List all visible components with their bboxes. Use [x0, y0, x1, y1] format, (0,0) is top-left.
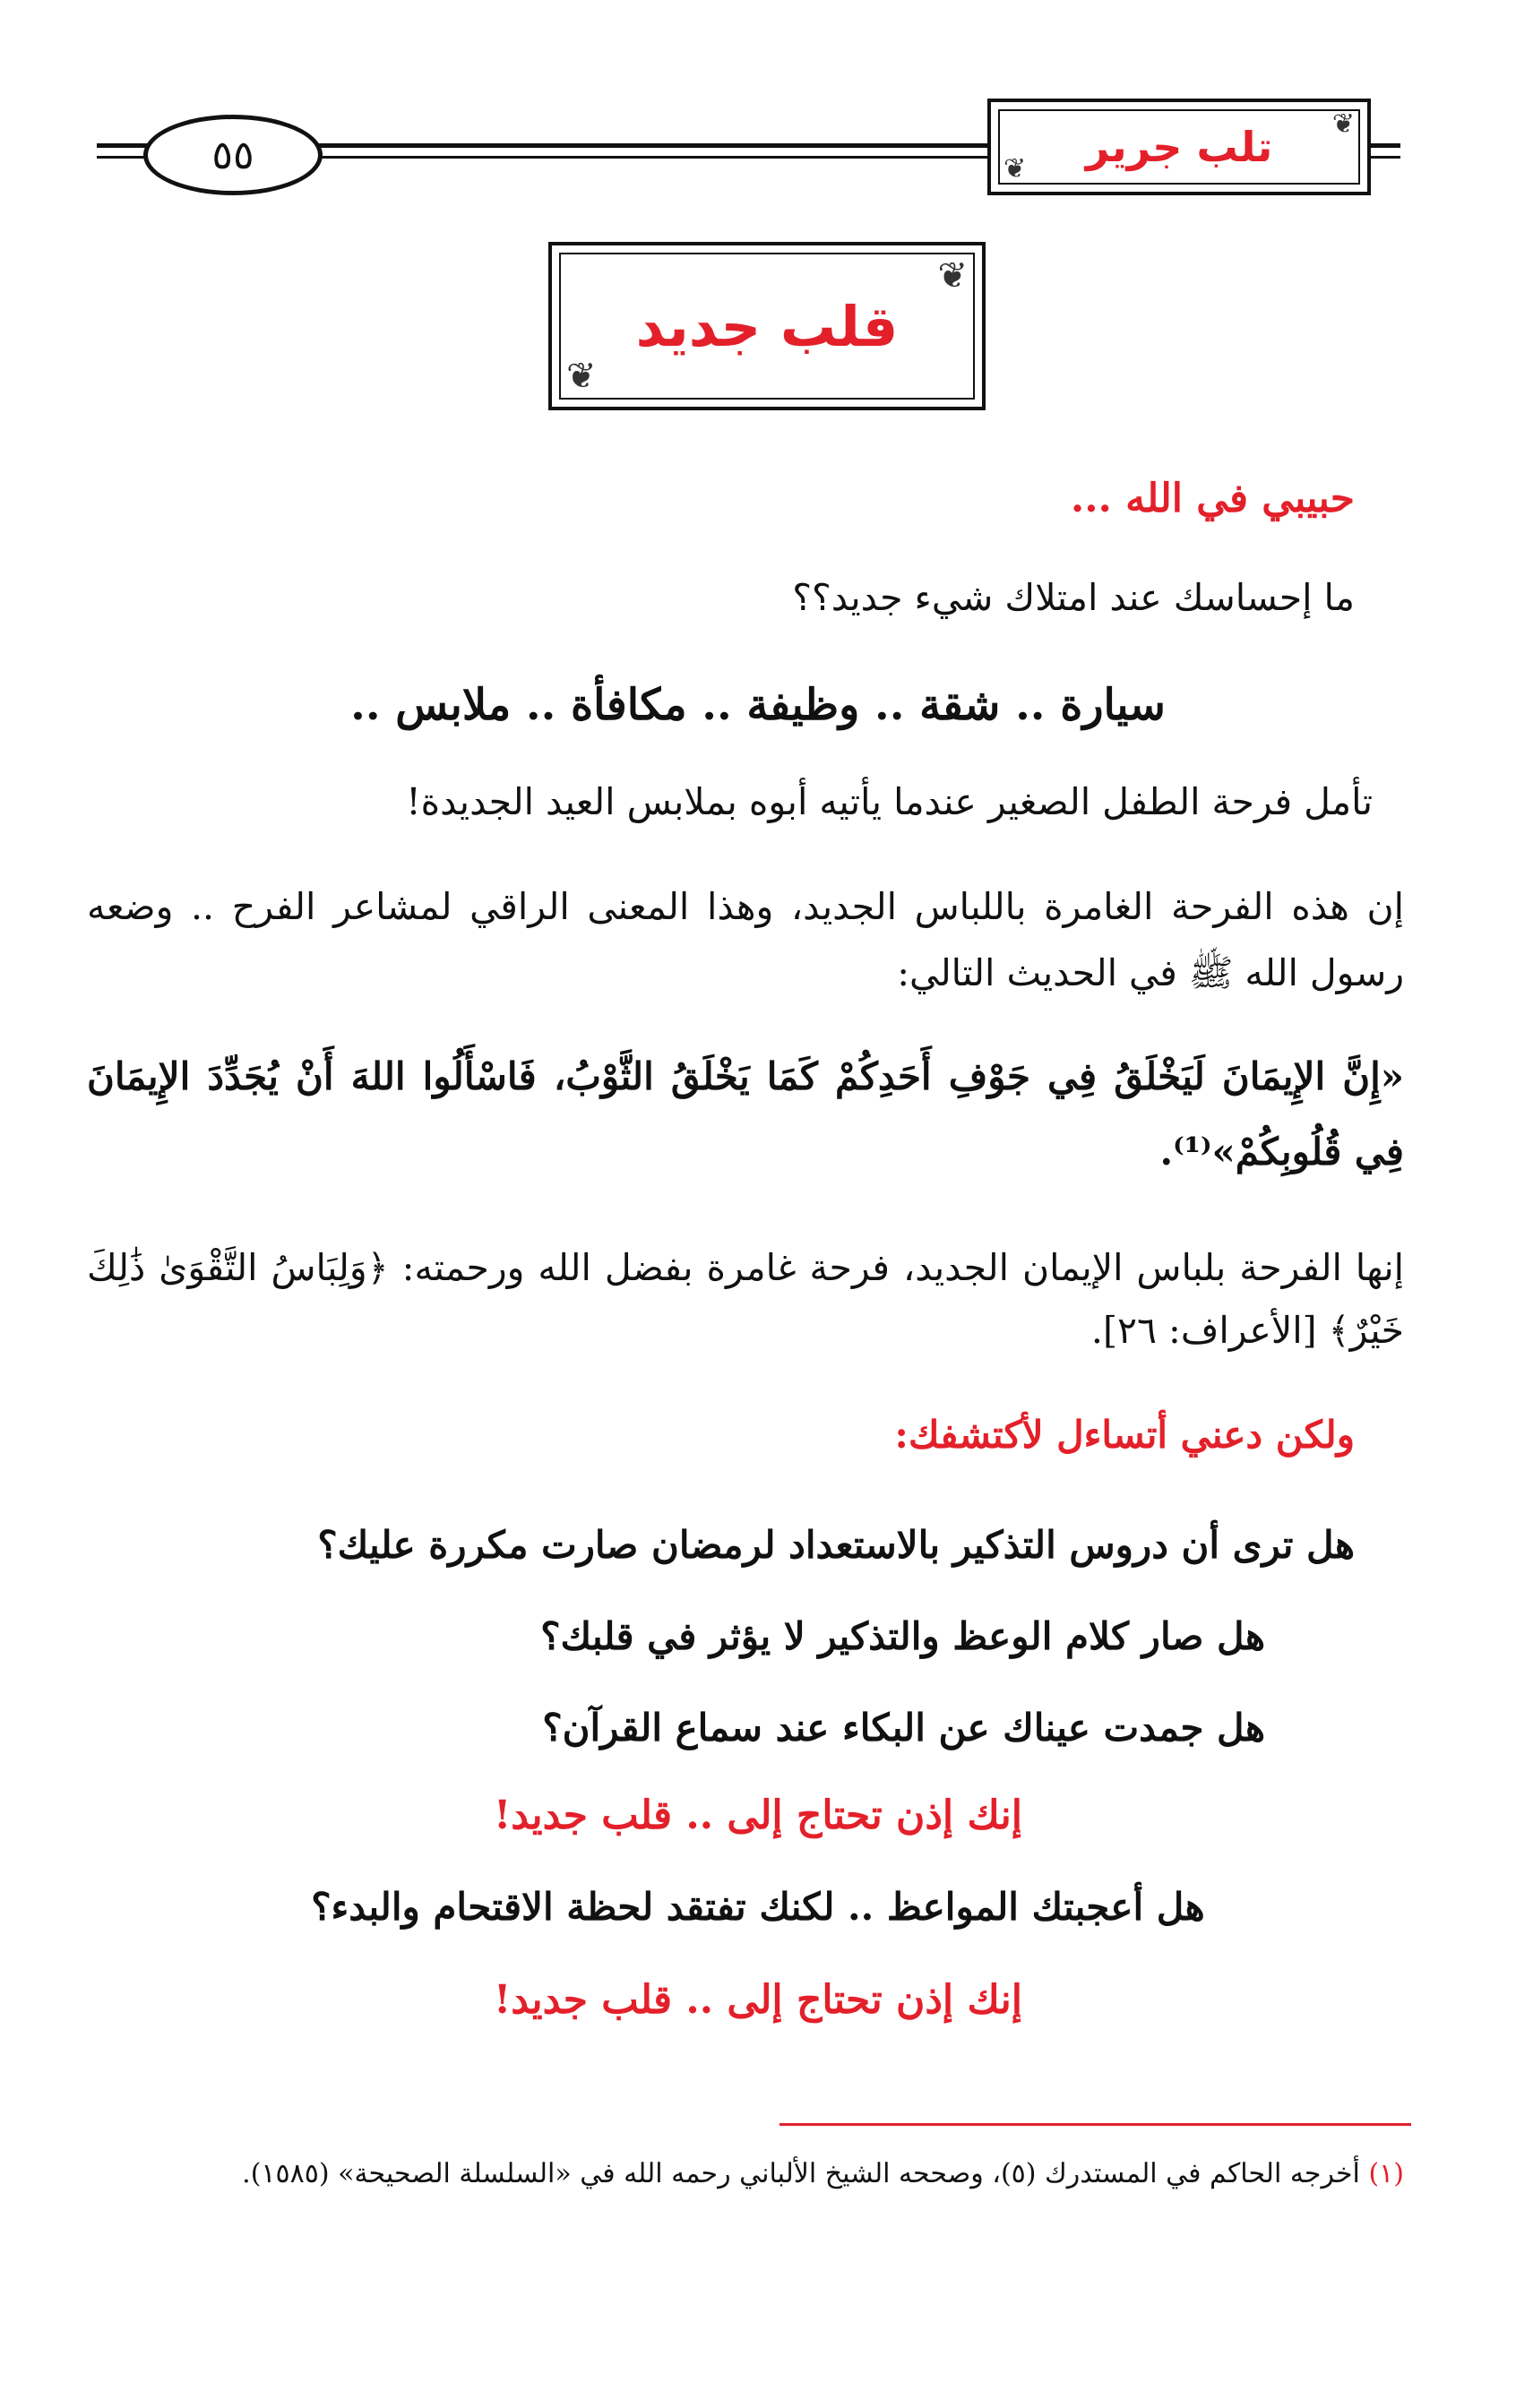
answer-2: إنك إذن تحتاج إلى .. قلب جديد! — [493, 1977, 1023, 2023]
section-title-box — [548, 242, 986, 410]
paragraph-3: إنها الفرحة بلباس الإيمان الجديد، فرحة غامرة بفضل الله ورحمته: ﴿وَلِبَاسُ التَّقْوَىٰ ذَٰلِكَ خَيْرٌ﴾ [الأعراف: ٢٦]. — [87, 1246, 1404, 1352]
page-number — [143, 115, 323, 195]
answer-1: إنك إذن تحتاج إلى .. قلب جديد! — [493, 1793, 1023, 1838]
paragraph-2: إن هذه الفرحة الغامرة باللباس الجديد، وهذا المعنى الراقي لمشاعر الفرح .. وضعه رسول الله ﷺ في الحديث التالي: — [87, 885, 1404, 994]
corner-ornament-icon: ❦ — [1331, 108, 1355, 140]
question-3: هل جمدت عيناك عن البكاء عند سماع القرآن؟ — [542, 1706, 1265, 1750]
question-4: هل أعجبتك المواعظ .. لكنك تفتقد لحظة الاقتحام والبدء؟ — [311, 1885, 1205, 1929]
examples-line: سيارة .. شقة .. وظيفة .. مكافأة .. ملابس .. — [350, 680, 1166, 730]
corner-ornament-icon: ❦ — [566, 356, 597, 397]
hadith-quote: «إِنَّ الإِيمَانَ لَيَخْلَقُ فِي جَوْفِ أَحَدِكُمْ كَمَا يَخْلَقُ الثَّوْبُ، فَاسْأَلُوا اللهَ أَنْ يُجَدِّدَ الإِيمَانَ فِي قُلُوبِكُمْ»⁽¹⁾. — [87, 1054, 1404, 1174]
opening-question: ما إحساسك عند امتلاك شيء جديد؟؟ — [792, 576, 1355, 619]
paragraph-1: تأمل فرحة الطفل الصغير عندما يأتيه أبوه بملابس العيد الجديدة! — [406, 780, 1373, 823]
question-1: هل ترى أن دروس التذكير بالاستعداد لرمضان صارت مكررة عليك؟ — [317, 1523, 1355, 1567]
section-title: قلب جديد — [635, 293, 899, 359]
footnote-marker: (١) — [1368, 2158, 1404, 2189]
running-title-box — [987, 99, 1371, 195]
corner-ornament-icon: ❦ — [937, 255, 968, 297]
running-title: تلب جرير — [1085, 123, 1273, 171]
subheading: ولكن دعني أتساءل لأكتشفك: — [894, 1413, 1355, 1457]
footnote — [87, 2154, 1404, 2194]
corner-ornament-icon: ❦ — [1003, 153, 1027, 185]
footnote-text: أخرجه الحاكم في المستدرك (٥)، وصححه الشيخ الألباني رحمه الله في «السلسلة الصحيحة» (١٥٨٥). — [242, 2158, 1360, 2189]
footnote-separator — [780, 2123, 1411, 2126]
greeting: حبيبي في الله ... — [1070, 476, 1355, 521]
page-number-text: ٥٥ — [211, 132, 254, 178]
question-2: هل صار كلام الوعظ والتذكير لا يؤثر في قلبك؟ — [540, 1614, 1265, 1658]
